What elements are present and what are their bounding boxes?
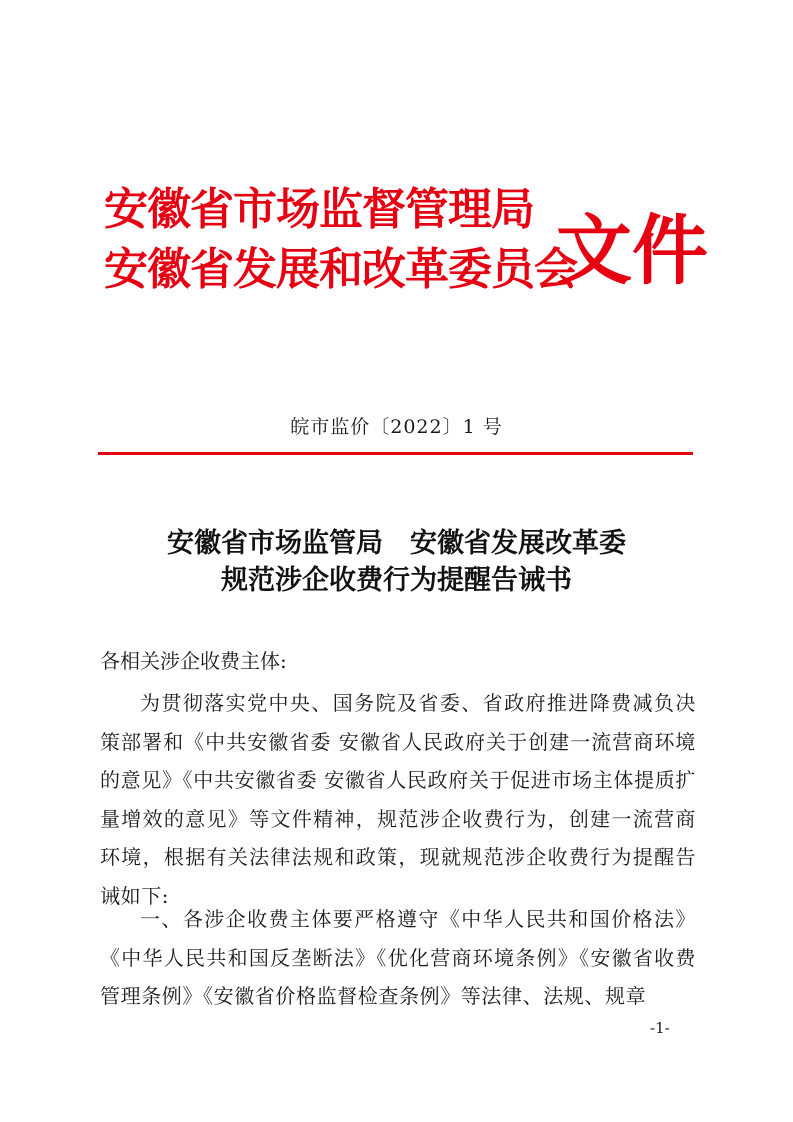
document-number: 皖市监价〔2022〕1 号	[290, 416, 503, 438]
red-separator-line	[98, 452, 693, 455]
salutation: 各相关涉企收费主体:	[100, 649, 287, 673]
document-title-line-2: 规范涉企收费行为提醒告诫书	[221, 565, 572, 596]
document-type-label: 文件	[556, 206, 708, 295]
document-title-line-1: 安徽省市场监管局 安徽省发展改革委	[167, 528, 626, 559]
issuer-market-regulation: 安徽省市场监督管理局	[104, 184, 534, 235]
issuer-development-reform: 安徽省发展和改革委员会	[104, 244, 577, 295]
page-number: -1-	[650, 1019, 670, 1037]
body-paragraph-1: 为贯彻落实党中央、国务院及省委、省政府推进降费减负决策部署和《中共安徽省委 安徽省人民政府关于创建一流营商环境的意见》《中共安徽省委 安徽省人民政府关于促进市场主体提质扩量增效的意见》等文件精神，规范涉企收费行为，创建一流营商环境，根据有关法律法规和政策，现就规范涉企收费行为提醒告诫如下:	[100, 691, 696, 908]
document-header	[104, 184, 708, 324]
body-paragraph-2: 一、各涉企收费主体要严格遵守《中华人民共和国价格法》《中华人民共和国反垄断法》《优化营商环境条例》《安徽省收费管理条例》《安徽省价格监督检查条例》等法律、法规、规章	[100, 907, 696, 1009]
